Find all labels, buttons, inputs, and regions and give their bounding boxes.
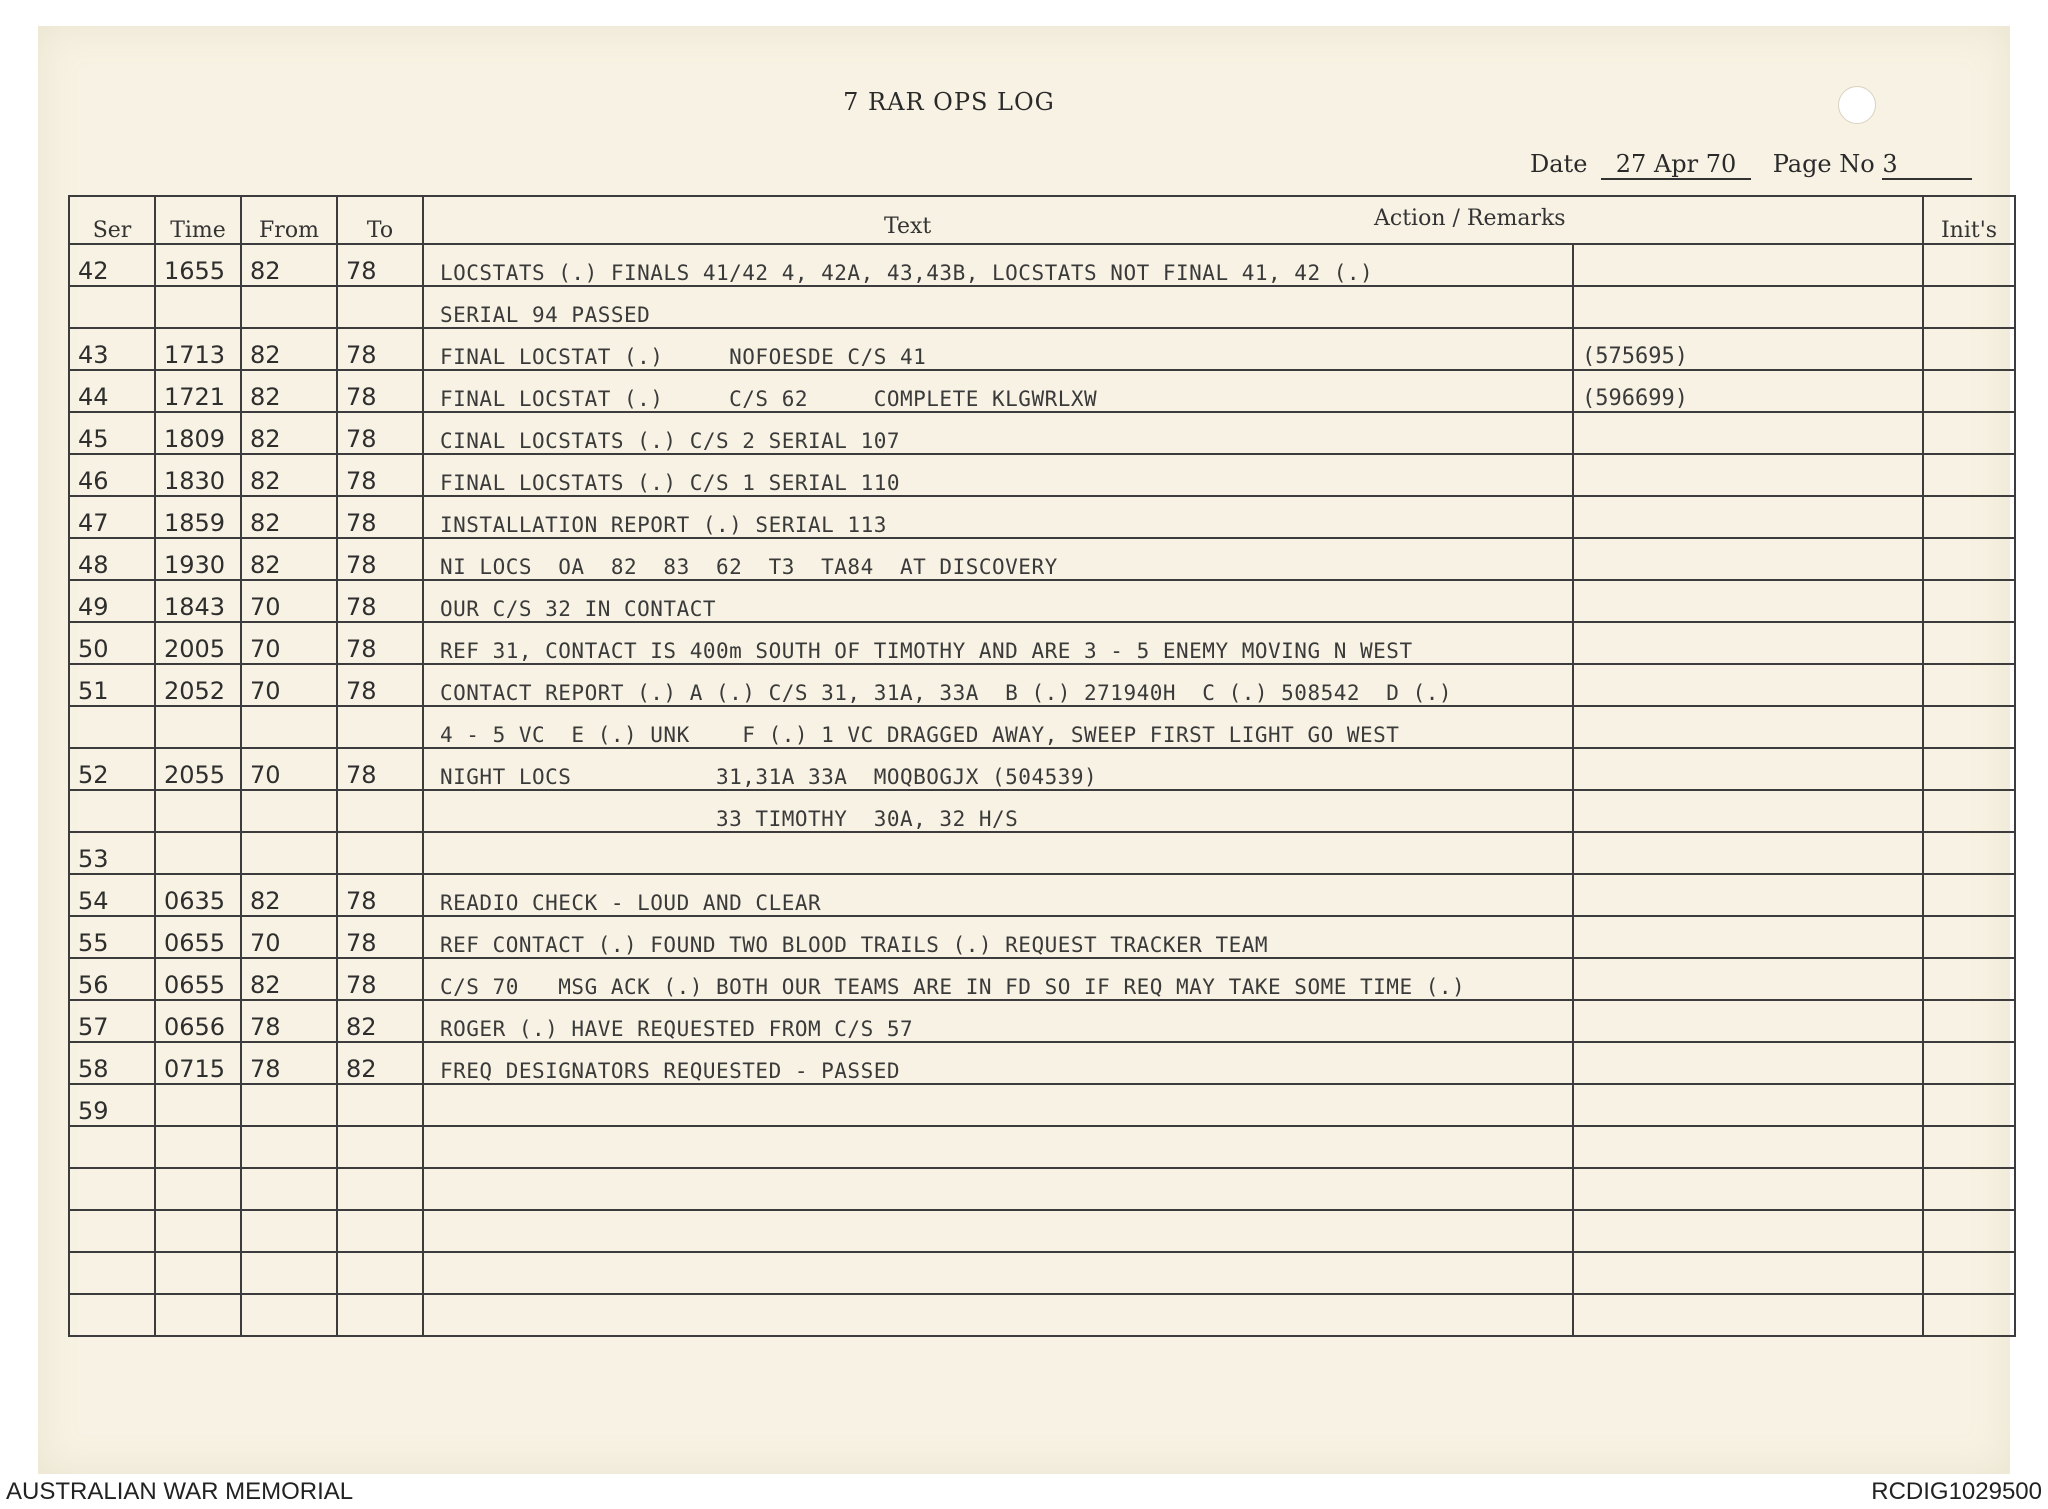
from-cell: 82 [241, 244, 337, 286]
footer [6, 1478, 2042, 1506]
time-cell: 2005 [155, 622, 241, 664]
remarks-cell [1573, 412, 1923, 454]
from-cell: 70 [241, 622, 337, 664]
remarks-cell [1573, 958, 1923, 1000]
to-cell: 78 [337, 496, 423, 538]
header-action-remarks: Action / Remarks [1374, 206, 1566, 231]
init-cell [1923, 454, 2015, 496]
document-title [0, 88, 2048, 116]
text-cell: FINAL LOCSTAT (.) NOFOESDE C/S 41 [423, 328, 1573, 370]
time-cell [155, 1252, 241, 1294]
table-row [69, 496, 2015, 538]
serial-cell [69, 706, 155, 748]
serial-cell [69, 1252, 155, 1294]
serial-cell: 52 [69, 748, 155, 790]
header-from: From [241, 196, 337, 244]
from-cell: 82 [241, 496, 337, 538]
to-cell [337, 1126, 423, 1168]
header-init: Init's [1923, 196, 2015, 244]
remarks-cell [1573, 622, 1923, 664]
serial-cell: 58 [69, 1042, 155, 1084]
init-cell [1923, 664, 2015, 706]
from-cell: 82 [241, 412, 337, 454]
from-cell [241, 1252, 337, 1294]
from-cell: 82 [241, 874, 337, 916]
from-cell [241, 790, 337, 832]
date-label: Date [1530, 150, 1588, 178]
time-cell: 1830 [155, 454, 241, 496]
from-cell: 82 [241, 454, 337, 496]
remarks-cell [1573, 538, 1923, 580]
init-cell [1923, 958, 2015, 1000]
remarks-cell [1573, 1042, 1923, 1084]
remarks-cell [1573, 748, 1923, 790]
text-cell [423, 1168, 1573, 1210]
time-cell: 1843 [155, 580, 241, 622]
table-row [69, 580, 2015, 622]
serial-cell: 43 [69, 328, 155, 370]
init-cell [1923, 1252, 2015, 1294]
time-cell: 1721 [155, 370, 241, 412]
remarks-grid-ref: (575695) [1582, 344, 1688, 369]
text-cell: FINAL LOCSTATS (.) C/S 1 SERIAL 110 [423, 454, 1573, 496]
to-cell [337, 1210, 423, 1252]
remarks-cell [1573, 1126, 1923, 1168]
text-cell: REF CONTACT (.) FOUND TWO BLOOD TRAILS (.) REQUEST TRACKER TEAM [423, 916, 1573, 958]
time-cell: 1859 [155, 496, 241, 538]
table-row [69, 412, 2015, 454]
remarks-cell [1573, 1252, 1923, 1294]
time-cell: 0655 [155, 958, 241, 1000]
init-cell [1923, 1210, 2015, 1252]
time-cell [155, 1210, 241, 1252]
init-cell [1923, 1084, 2015, 1126]
to-cell [337, 286, 423, 328]
text-cell: C/S 70 MSG ACK (.) BOTH OUR TEAMS ARE IN FD SO IF REQ MAY TAKE SOME TIME (.) [423, 958, 1573, 1000]
init-cell [1923, 328, 2015, 370]
time-cell [155, 790, 241, 832]
table-row [69, 538, 2015, 580]
from-cell: 82 [241, 370, 337, 412]
to-cell: 78 [337, 244, 423, 286]
init-cell [1923, 1126, 2015, 1168]
from-cell: 70 [241, 580, 337, 622]
init-cell [1923, 496, 2015, 538]
serial-cell: 44 [69, 370, 155, 412]
table-row [69, 706, 2015, 748]
table-row [69, 748, 2015, 790]
header-ser: Ser [69, 196, 155, 244]
remarks-cell [1573, 580, 1923, 622]
to-cell [337, 832, 423, 874]
from-cell [241, 1084, 337, 1126]
table-row [69, 916, 2015, 958]
table-row [69, 1000, 2015, 1042]
remarks-cell [1573, 1168, 1923, 1210]
table-row [69, 286, 2015, 328]
table-row [69, 370, 2015, 412]
serial-cell: 48 [69, 538, 155, 580]
to-cell: 78 [337, 580, 423, 622]
serial-cell [69, 1210, 155, 1252]
from-cell [241, 706, 337, 748]
text-cell [423, 1294, 1573, 1336]
serial-cell: 47 [69, 496, 155, 538]
from-cell: 82 [241, 538, 337, 580]
to-cell: 78 [337, 454, 423, 496]
time-cell: 1713 [155, 328, 241, 370]
text-cell: NIGHT LOCS 31,31A 33A MOQBOGJX (504539) [423, 748, 1573, 790]
remarks-cell [1573, 454, 1923, 496]
from-cell [241, 1126, 337, 1168]
table-row [69, 1126, 2015, 1168]
init-cell [1923, 790, 2015, 832]
page-label: Page No [1772, 150, 1875, 178]
init-cell [1923, 706, 2015, 748]
init-cell [1923, 916, 2015, 958]
serial-cell: 50 [69, 622, 155, 664]
to-cell: 78 [337, 328, 423, 370]
init-cell [1923, 1000, 2015, 1042]
init-cell [1923, 1294, 2015, 1336]
header-row [69, 196, 2015, 244]
text-cell [423, 1084, 1573, 1126]
to-cell: 78 [337, 916, 423, 958]
from-cell [241, 1168, 337, 1210]
init-cell [1923, 748, 2015, 790]
to-cell [337, 1084, 423, 1126]
table-row [69, 1294, 2015, 1336]
time-cell: 0656 [155, 1000, 241, 1042]
table-row [69, 664, 2015, 706]
to-cell: 78 [337, 748, 423, 790]
text-cell: ROGER (.) HAVE REQUESTED FROM C/S 57 [423, 1000, 1573, 1042]
remarks-grid-ref: (596699) [1582, 386, 1688, 411]
page-value: 3 [1882, 150, 1972, 180]
text-cell: LOCSTATS (.) FINALS 41/42 4, 42A, 43,43B, LOCSTATS NOT FINAL 41, 42 (.) [423, 244, 1573, 286]
to-cell: 78 [337, 874, 423, 916]
init-cell [1923, 832, 2015, 874]
remarks-cell [1573, 1294, 1923, 1336]
init-cell [1923, 244, 2015, 286]
time-cell [155, 832, 241, 874]
init-cell [1923, 370, 2015, 412]
ops-log-table [68, 195, 2016, 1337]
time-cell: 2052 [155, 664, 241, 706]
table-row [69, 454, 2015, 496]
time-cell: 2055 [155, 748, 241, 790]
time-cell: 1930 [155, 538, 241, 580]
init-cell [1923, 1168, 2015, 1210]
from-cell: 70 [241, 664, 337, 706]
remarks-cell [1573, 916, 1923, 958]
to-cell [337, 790, 423, 832]
time-cell: 1809 [155, 412, 241, 454]
to-cell: 78 [337, 664, 423, 706]
text-cell: CONTACT REPORT (.) A (.) C/S 31, 31A, 33A B (.) 271940H C (.) 508542 D (.) [423, 664, 1573, 706]
text-cell [423, 1210, 1573, 1252]
serial-cell: 51 [69, 664, 155, 706]
to-cell: 82 [337, 1000, 423, 1042]
serial-cell: 56 [69, 958, 155, 1000]
text-cell [423, 832, 1573, 874]
header-to: To [337, 196, 423, 244]
text-cell: INSTALLATION REPORT (.) SERIAL 113 [423, 496, 1573, 538]
init-cell [1923, 580, 2015, 622]
table-row [69, 1210, 2015, 1252]
remarks-cell [1573, 1084, 1923, 1126]
time-cell [155, 1168, 241, 1210]
remarks-cell [1573, 664, 1923, 706]
to-cell [337, 706, 423, 748]
remarks-cell [1573, 706, 1923, 748]
to-cell: 78 [337, 538, 423, 580]
table-row [69, 1084, 2015, 1126]
to-cell: 78 [337, 412, 423, 454]
text-cell: 4 - 5 VC E (.) UNK F (.) 1 VC DRAGGED AWAY, SWEEP FIRST LIGHT GO WEST [423, 706, 1573, 748]
remarks-cell [1573, 874, 1923, 916]
text-cell: 33 TIMOTHY 30A, 32 H/S [423, 790, 1573, 832]
table-row [69, 958, 2015, 1000]
remarks-cell [1573, 832, 1923, 874]
to-cell: 78 [337, 622, 423, 664]
table-row [69, 244, 2015, 286]
remarks-cell [1573, 496, 1923, 538]
remarks-cell [1573, 1210, 1923, 1252]
table-row [69, 790, 2015, 832]
table-row [69, 1168, 2015, 1210]
time-cell [155, 286, 241, 328]
time-cell: 0635 [155, 874, 241, 916]
text-cell: NI LOCS OA 82 83 62 T3 TA84 AT DISCOVERY [423, 538, 1573, 580]
serial-cell: 49 [69, 580, 155, 622]
from-cell [241, 832, 337, 874]
remarks-cell [1573, 370, 1923, 412]
time-cell [155, 1294, 241, 1336]
from-cell: 82 [241, 328, 337, 370]
from-cell: 70 [241, 748, 337, 790]
footer-source: AUSTRALIAN WAR MEMORIAL [6, 1478, 354, 1505]
serial-cell [69, 286, 155, 328]
from-cell [241, 286, 337, 328]
remarks-cell [1573, 328, 1923, 370]
serial-cell: 57 [69, 1000, 155, 1042]
text-cell [423, 1252, 1573, 1294]
from-cell [241, 1294, 337, 1336]
footer-id: RCDIG1029500 [1871, 1478, 2042, 1505]
serial-cell: 46 [69, 454, 155, 496]
title-text: 7 RAR OPS LOG [843, 88, 1055, 116]
time-cell: 1655 [155, 244, 241, 286]
header-text: Text [884, 214, 932, 239]
header-text-action [423, 196, 1923, 244]
serial-cell [69, 1294, 155, 1336]
table-row [69, 874, 2015, 916]
text-cell: CINAL LOCSTATS (.) C/S 2 SERIAL 107 [423, 412, 1573, 454]
time-cell [155, 706, 241, 748]
serial-cell: 42 [69, 244, 155, 286]
time-cell: 0715 [155, 1042, 241, 1084]
serial-cell: 45 [69, 412, 155, 454]
time-cell [155, 1126, 241, 1168]
table-row [69, 1042, 2015, 1084]
text-cell: FREQ DESIGNATORS REQUESTED - PASSED [423, 1042, 1573, 1084]
init-cell [1923, 412, 2015, 454]
time-cell [155, 1084, 241, 1126]
table-row [69, 1252, 2015, 1294]
from-cell: 78 [241, 1042, 337, 1084]
text-cell: READIO CHECK - LOUD AND CLEAR [423, 874, 1573, 916]
serial-cell [69, 790, 155, 832]
text-cell [423, 1126, 1573, 1168]
from-cell [241, 1210, 337, 1252]
table-row [69, 832, 2015, 874]
text-cell: REF 31, CONTACT IS 400m SOUTH OF TIMOTHY AND ARE 3 - 5 ENEMY MOVING N WEST [423, 622, 1573, 664]
log-body [69, 244, 2015, 1336]
to-cell [337, 1168, 423, 1210]
init-cell [1923, 874, 2015, 916]
serial-cell [69, 1168, 155, 1210]
from-cell: 82 [241, 958, 337, 1000]
serial-cell: 54 [69, 874, 155, 916]
time-cell: 0655 [155, 916, 241, 958]
text-cell: SERIAL 94 PASSED [423, 286, 1573, 328]
table-row [69, 328, 2015, 370]
serial-cell: 55 [69, 916, 155, 958]
serial-cell: 53 [69, 832, 155, 874]
from-cell: 78 [241, 1000, 337, 1042]
init-cell [1923, 1042, 2015, 1084]
from-cell: 70 [241, 916, 337, 958]
text-cell: OUR C/S 32 IN CONTACT [423, 580, 1573, 622]
init-cell [1923, 538, 2015, 580]
serial-cell: 59 [69, 1084, 155, 1126]
to-cell: 82 [337, 1042, 423, 1084]
date-value: 27 Apr 70 [1601, 150, 1751, 180]
date-page-line [1530, 150, 1972, 180]
init-cell [1923, 622, 2015, 664]
header-time: Time [155, 196, 241, 244]
table-row [69, 622, 2015, 664]
remarks-cell [1573, 790, 1923, 832]
to-cell: 78 [337, 370, 423, 412]
serial-cell [69, 1126, 155, 1168]
init-cell [1923, 286, 2015, 328]
to-cell [337, 1294, 423, 1336]
remarks-cell [1573, 1000, 1923, 1042]
remarks-cell [1573, 286, 1923, 328]
remarks-cell [1573, 244, 1923, 286]
to-cell: 78 [337, 958, 423, 1000]
text-cell: FINAL LOCSTAT (.) C/S 62 COMPLETE KLGWRLXW [423, 370, 1573, 412]
to-cell [337, 1252, 423, 1294]
